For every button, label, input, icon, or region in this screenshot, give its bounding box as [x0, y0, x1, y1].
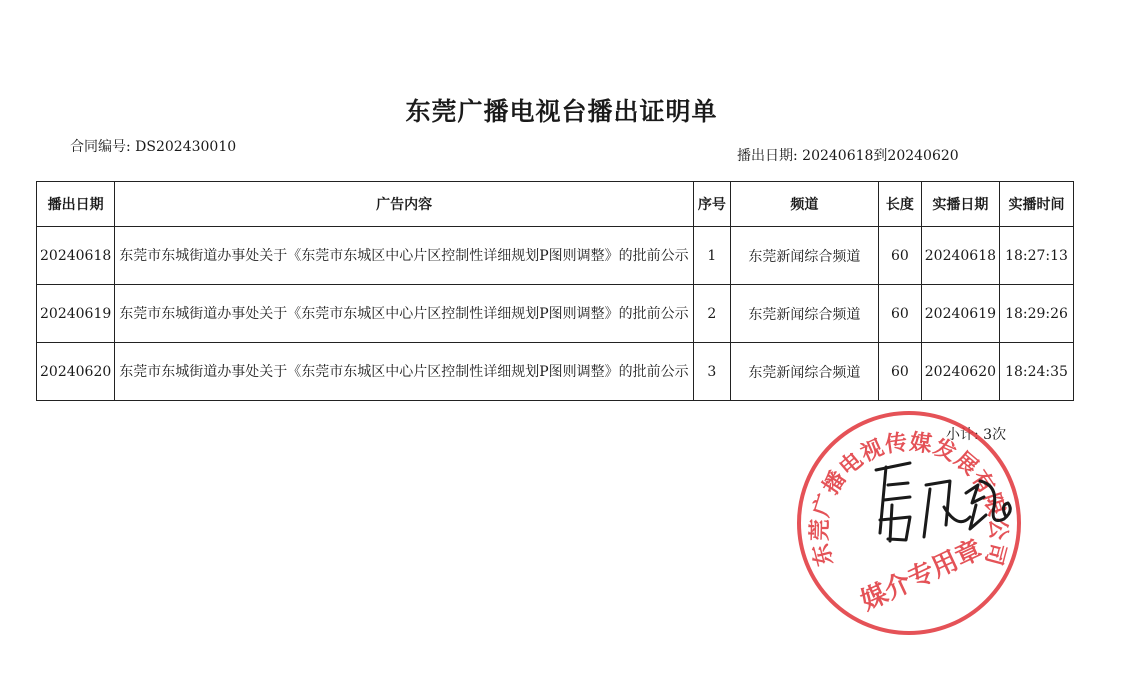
cell-content: 东莞市东城街道办事处关于《东莞市东城区中心片区控制性详细规划P图则调整》的批前公示 — [115, 343, 694, 401]
cell-length: 60 — [879, 343, 922, 401]
cell-seq: 1 — [693, 227, 730, 285]
header-actual-time: 实播时间 — [1000, 182, 1074, 227]
cell-actual-time: 18:29:26 — [1000, 285, 1074, 343]
header-sequence: 序号 — [693, 182, 730, 227]
cell-date: 20240620 — [37, 343, 115, 401]
cell-length: 60 — [879, 285, 922, 343]
handwritten-signature — [858, 445, 1018, 555]
header-ad-content: 广告内容 — [115, 182, 694, 227]
cell-channel: 东莞新闻综合频道 — [730, 343, 878, 401]
subtotal: 小计: 3次 — [946, 427, 1007, 443]
cell-actual-date: 20240620 — [921, 343, 999, 401]
contract-number: 合同编号: DS202430010 — [70, 139, 237, 155]
header-length: 长度 — [879, 182, 922, 227]
table-header-row — [37, 182, 1074, 227]
cell-actual-date: 20240619 — [921, 285, 999, 343]
broadcast-table — [36, 181, 1074, 401]
table-row — [37, 343, 1074, 401]
cell-actual-date: 20240618 — [921, 227, 999, 285]
cell-content: 东莞市东城街道办事处关于《东莞市东城区中心片区控制性详细规划P图则调整》的批前公示 — [115, 285, 694, 343]
cell-actual-time: 18:24:35 — [1000, 343, 1074, 401]
table-row — [37, 285, 1074, 343]
cell-content: 东莞市东城街道办事处关于《东莞市东城区中心片区控制性详细规划P图则调整》的批前公示 — [115, 227, 694, 285]
cell-date: 20240618 — [37, 227, 115, 285]
document-title: 东莞广播电视台播出证明单 — [405, 97, 718, 126]
cell-seq: 3 — [693, 343, 730, 401]
cell-length: 60 — [879, 227, 922, 285]
header-broadcast-date: 播出日期 — [37, 182, 115, 227]
cell-seq: 2 — [693, 285, 730, 343]
seal-outer-text: 东莞广播电视传媒发展有限公司 — [807, 430, 1011, 569]
cell-channel: 东莞新闻综合频道 — [730, 227, 878, 285]
cell-actual-time: 18:27:13 — [1000, 227, 1074, 285]
cell-channel: 东莞新闻综合频道 — [730, 285, 878, 343]
table-row — [37, 227, 1074, 285]
header-actual-date: 实播日期 — [921, 182, 999, 227]
cell-date: 20240619 — [37, 285, 115, 343]
broadcast-period: 播出日期: 20240618到20240620 — [737, 148, 959, 164]
header-channel: 频道 — [730, 182, 878, 227]
seal-inner-text: 媒介专用章 — [856, 534, 987, 617]
